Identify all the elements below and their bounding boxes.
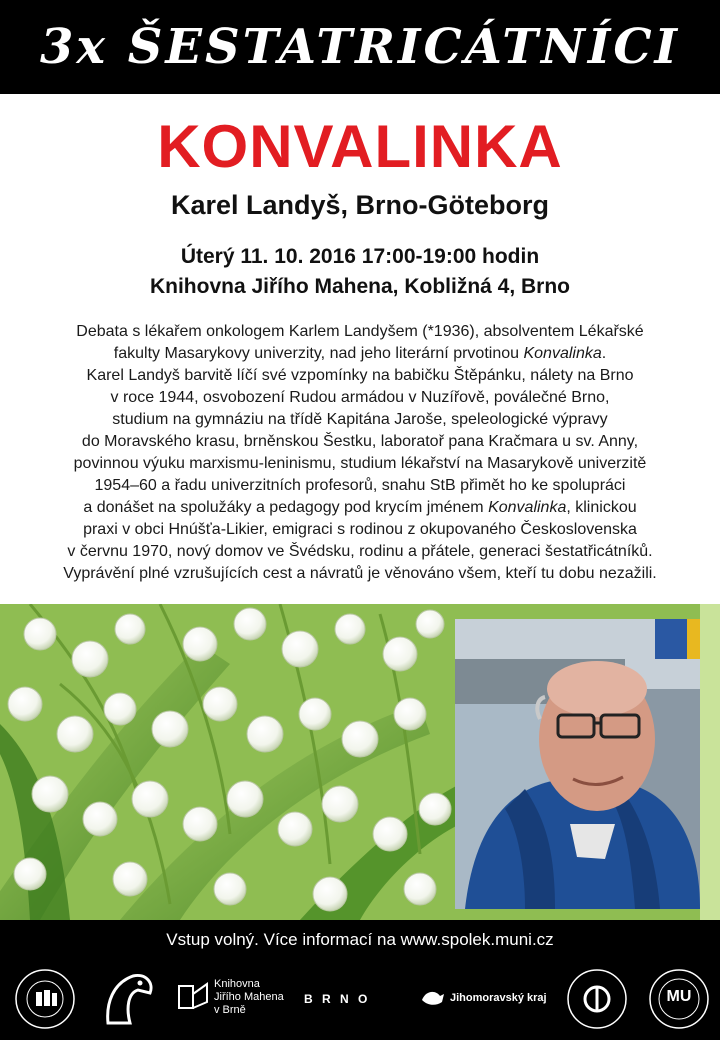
description-line: studium na gymnáziu na třídě Kapitána Jaroše, speleologické výpravy — [112, 411, 608, 428]
knihovna-name — [214, 978, 284, 1017]
jihomoravsky-kraj-logo — [420, 988, 547, 1012]
event-subtitle: Karel Landyš, Brno-Göteborg — [170, 190, 550, 220]
book-title: Konvalinka — [523, 345, 602, 362]
event-venue: Knihovna Jiřího Mahena, Kobližná 4, Brno — [149, 275, 571, 298]
knihovna-line: Knihovna — [214, 978, 260, 990]
partner-logos — [0, 964, 720, 1034]
description-line — [10, 343, 710, 365]
series-title: 3x ŠESTATRICÁTNÍCI — [40, 19, 680, 75]
brno-logo: B R N O — [304, 992, 371, 1006]
description-line: v červnu 1970, nový domov ve Švédsku, rodinu a přátele, generaci šestatřicátníků. — [67, 543, 653, 560]
footer-info: Vstup volný. Více informací na www.spolek.muni.cz — [166, 930, 554, 949]
photo-strip — [0, 604, 720, 920]
description-line: do Moravského krasu, brněnskou Šestku, laboratoř pana Kračmara u sv. Anny, — [81, 433, 639, 450]
knihovna-line: Jiřího Mahena — [214, 991, 284, 1003]
description-line: v roce 1944, osvobození Rudou armádou v Nuzířově, poválečné Brno, — [110, 389, 610, 406]
event-title: KONVALINKA — [157, 113, 563, 180]
description-line: Vyprávění plné vzrušujících cest a návratů je věnováno všem, kteří tu dobu nezažili. — [63, 565, 657, 582]
description-text: fakulty Masarykovy univerzity, nad jeho literární prvotinou — [113, 345, 524, 362]
spolek-absolventu-name — [14, 968, 15, 969]
description-line — [10, 497, 710, 519]
spolek-absolventu-emblem — [14, 968, 76, 1030]
doplnek-name — [566, 968, 567, 969]
nakladatelstvi-doplnek-logo — [566, 968, 628, 1030]
description-text: a donášet na spolužáky a pedagogy pod krycím jménem — [83, 499, 489, 516]
muni-mark: MU — [666, 988, 692, 1005]
knihovna-jiriho-mahena-logo — [176, 974, 296, 1024]
description-line: povinnou výuku marxismu-leninismu, studium lékařství na Masarykově univerzitě — [73, 455, 647, 472]
horse-head-icon — [98, 968, 158, 1030]
muni-name — [648, 968, 649, 969]
author-portrait-photo — [455, 619, 700, 909]
knihovna-icon — [176, 980, 210, 1014]
author-portrait-illustration — [455, 619, 700, 909]
event-datetime: Úterý 11. 10. 2016 17:00-19:00 hodin — [180, 245, 540, 268]
jmk-icon — [420, 988, 446, 1008]
jihomoravsky-kraj-name: Jihomoravský kraj — [450, 992, 547, 1004]
masarykova-univerzita-logo — [648, 968, 710, 1030]
knihovna-line: v Brně — [214, 1004, 246, 1016]
description-line: Debata s lékařem onkologem Karlem Landyšem (*1936), absolventem Lékařské — [76, 323, 644, 340]
event-description — [10, 321, 710, 585]
series-banner — [0, 0, 720, 94]
description-line: 1954–60 a řadu univerzitních profesorů, snahu StB přimět ho ke spolupráci — [94, 477, 626, 494]
description-text: , klinickou — [566, 499, 637, 516]
description-text: . — [601, 345, 607, 362]
code-name: Konvalinka — [488, 499, 567, 516]
doplnek-emblem — [566, 968, 628, 1030]
footer — [0, 920, 720, 1040]
description-line: praxi v obci Hnúšťa-Likier, emigraci s rodinou z okupovaného Československa — [83, 521, 637, 538]
horse-head-logo — [98, 968, 158, 1030]
spolek-absolventu-logo — [14, 968, 76, 1030]
event-details — [0, 242, 720, 302]
description-line: Karel Landyš barvitě líčí své vzpomínky na babičku Štěpánku, nálety na Brno — [86, 367, 634, 384]
